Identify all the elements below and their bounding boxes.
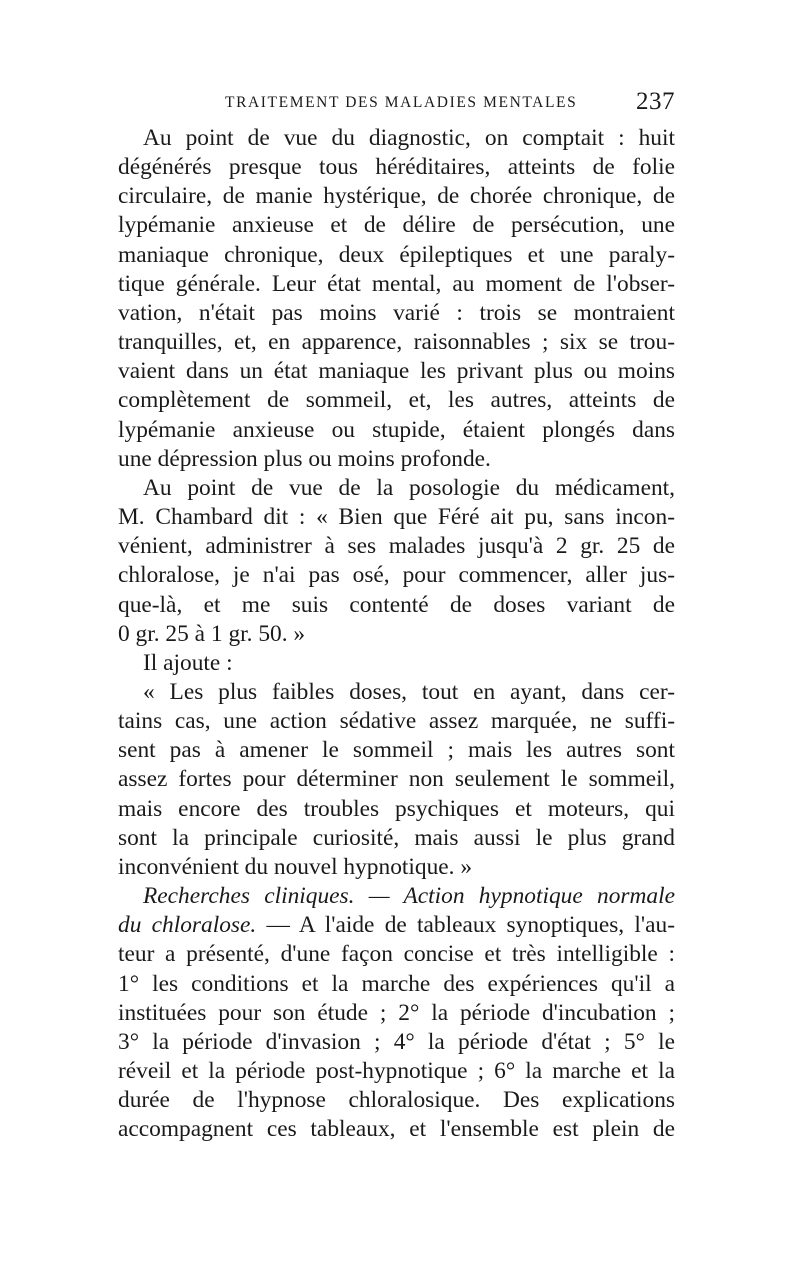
text-line: Il ajoute : [143, 649, 233, 676]
text-line: sent pas à amener le sommeil ; mais les autres sont [118, 737, 675, 764]
text-line: 1° les conditions et la marche des expériences qu'il a [118, 970, 675, 997]
text-line: tique générale. Leur état mental, au moment de l'obser- [118, 270, 675, 297]
text-line: M. Chambard dit : « Bien que Féré ait pu, sans incon- [118, 504, 675, 531]
text-line: tranquilles, et, en apparence, raisonnables ; six se trou- [118, 329, 675, 356]
text-line: complètement de sommeil, et, les autres, atteints de [118, 387, 675, 414]
text-line: que-là, et me suis contenté de doses variant de [118, 591, 675, 618]
text-line: « Les plus faibles doses, tout en ayant, dans cer- [143, 678, 675, 705]
text-line: vation, n'était pas moins varié : trois se montraient [118, 299, 675, 326]
book-page [118, 88, 675, 1144]
text-line: du chloralose. — A l'aide de tableaux synoptiques, l'au- [118, 912, 675, 939]
text-line: vaient dans un état maniaque les privant plus ou moins [118, 358, 675, 385]
text-line: tains cas, une action sédative assez marquée, ne suffi- [118, 708, 675, 735]
text-line: Recherches cliniques. — Action hypnotique normale [143, 883, 675, 910]
body-text [118, 124, 675, 1144]
text-line: Au point de vue du diagnostic, on comptait : huit [143, 125, 675, 151]
running-head [118, 88, 675, 124]
text-line: réveil et la période post-hypnotique ; 6° la marche et la [118, 1058, 675, 1084]
text-line: dégénérés presque tous héréditaires, atteints de folie [118, 154, 675, 181]
page-number: 237 [636, 88, 675, 115]
text-line: assez fortes pour déterminer non seulement le sommeil, [118, 766, 675, 793]
text-line: lypémanie anxieuse et de délire de persécution, une [118, 212, 675, 239]
text-line: sont la principale curiosité, mais aussi le plus grand [118, 824, 675, 851]
text-line: circulaire, de manie hystérique, de chorée chronique, de [118, 183, 675, 210]
running-title: TRAITEMENT DES MALADIES MENTALES [225, 94, 578, 111]
text-line: accompagnent ces tableaux, et l'ensemble est plein de [118, 1116, 675, 1143]
text-line: maniaque chronique, deux épileptiques et une paraly- [118, 241, 675, 268]
text-line: inconvénient du nouvel hypnotique. » [118, 853, 473, 880]
text-line: 0 gr. 25 à 1 gr. 50. » [118, 620, 306, 647]
text-line: vénient, administrer à ses malades jusqu'à 2 gr. 25 de [118, 533, 675, 560]
text-line: 3° la période d'invasion ; 4° la période d'état ; 5° le [118, 1028, 675, 1055]
text-line: instituées pour son étude ; 2° la période d'incubation ; [118, 999, 675, 1026]
text-line: lypémanie anxieuse ou stupide, étaient plongés dans [118, 416, 675, 443]
text-line: Au point de vue de la posologie du médicament, [143, 474, 675, 501]
text-line: une dépression plus ou moins profonde. [118, 445, 491, 472]
text-line: mais encore des troubles psychiques et moteurs, qui [118, 795, 675, 822]
text-line: teur a présenté, d'une façon concise et très intelligible : [118, 941, 675, 968]
text-line: chloralose, je n'ai pas osé, pour commencer, aller jus- [118, 562, 675, 589]
text-line: durée de l'hypnose chloralosique. Des explications [118, 1087, 675, 1114]
